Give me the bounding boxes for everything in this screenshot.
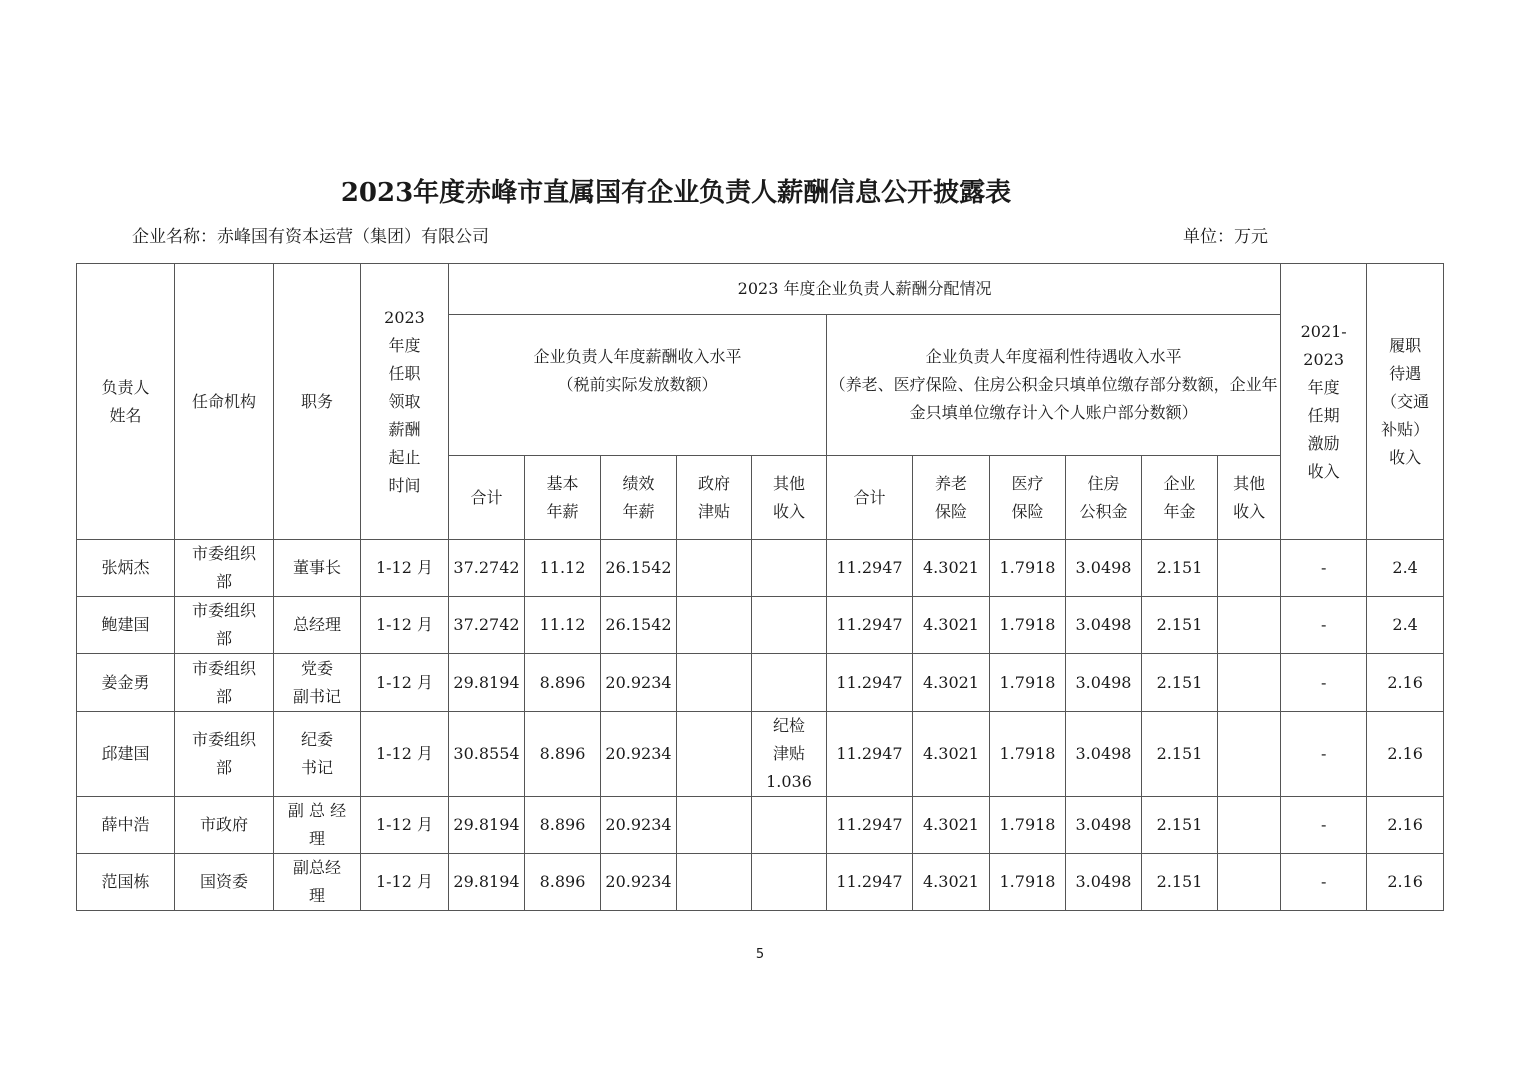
cell-welfare-other — [1218, 712, 1281, 797]
cell-base-salary: 8.896 — [525, 797, 601, 854]
cell-salary-total: 29.8194 — [449, 854, 525, 911]
cell-salary-total: 30.8554 — [449, 712, 525, 797]
cell-welfare-other — [1218, 854, 1281, 911]
cell-welfare-total: 11.2947 — [827, 797, 913, 854]
cell-base-salary: 11.12 — [525, 540, 601, 597]
table-row — [77, 540, 1444, 597]
cell-annuity: 2.151 — [1142, 854, 1218, 911]
header-org: 任命机构 — [175, 264, 274, 540]
cell-period: 1-12 月 — [361, 854, 449, 911]
cell-org: 市委组织 部 — [175, 712, 274, 797]
cell-other-income: 纪检 津贴 1.036 — [752, 712, 827, 797]
cell-welfare-total: 11.2947 — [827, 654, 913, 712]
document-title: 2023年度赤峰市直属国有企业负责人薪酬信息公开披露表 — [340, 178, 1012, 208]
cell-incentive: - — [1281, 712, 1367, 797]
cell-performance-salary: 20.9234 — [601, 654, 677, 712]
cell-name: 姜金勇 — [77, 654, 175, 712]
cell-housing-fund: 3.0498 — [1066, 797, 1142, 854]
company-name: 企业名称：赤峰国有资本运营（集团）有限公司 — [132, 227, 489, 247]
cell-annuity: 2.151 — [1142, 540, 1218, 597]
cell-incentive: - — [1281, 540, 1367, 597]
cell-welfare-other — [1218, 597, 1281, 654]
cell-medical: 1.7918 — [990, 854, 1066, 911]
header-base-salary: 基本 年薪 — [525, 456, 601, 540]
cell-gov-allowance — [677, 712, 752, 797]
cell-pension: 4.3021 — [913, 654, 990, 712]
cell-housing-fund: 3.0498 — [1066, 854, 1142, 911]
cell-pension: 4.3021 — [913, 854, 990, 911]
cell-base-salary: 11.12 — [525, 597, 601, 654]
cell-name: 邱建国 — [77, 712, 175, 797]
header-distribution: 2023 年度企业负责人薪酬分配情况 — [449, 264, 1281, 315]
cell-allowance: 2.16 — [1367, 854, 1444, 911]
unit-label: 单位：万元 — [1183, 227, 1268, 247]
cell-period: 1-12 月 — [361, 654, 449, 712]
table-row — [77, 854, 1444, 911]
cell-allowance: 2.4 — [1367, 540, 1444, 597]
cell-other-income — [752, 854, 827, 911]
cell-org: 市委组织 部 — [175, 597, 274, 654]
cell-welfare-other — [1218, 540, 1281, 597]
cell-pension: 4.3021 — [913, 597, 990, 654]
cell-name: 鲍建国 — [77, 597, 175, 654]
header-other-income: 其他 收入 — [752, 456, 827, 540]
cell-other-income — [752, 654, 827, 712]
cell-salary-total: 37.2742 — [449, 540, 525, 597]
cell-allowance: 2.16 — [1367, 797, 1444, 854]
header-welfare-total: 合计 — [827, 456, 913, 540]
cell-annuity: 2.151 — [1142, 597, 1218, 654]
cell-base-salary: 8.896 — [525, 654, 601, 712]
cell-salary-total: 37.2742 — [449, 597, 525, 654]
header-welfare-other: 其他 收入 — [1218, 456, 1281, 540]
cell-performance-salary: 26.1542 — [601, 540, 677, 597]
salary-disclosure-table — [76, 263, 1444, 911]
cell-incentive: - — [1281, 797, 1367, 854]
cell-performance-salary: 26.1542 — [601, 597, 677, 654]
cell-allowance: 2.4 — [1367, 597, 1444, 654]
cell-housing-fund: 3.0498 — [1066, 540, 1142, 597]
cell-base-salary: 8.896 — [525, 712, 601, 797]
cell-housing-fund: 3.0498 — [1066, 712, 1142, 797]
cell-allowance: 2.16 — [1367, 654, 1444, 712]
cell-welfare-total: 11.2947 — [827, 712, 913, 797]
cell-medical: 1.7918 — [990, 597, 1066, 654]
cell-annuity: 2.151 — [1142, 797, 1218, 854]
cell-allowance: 2.16 — [1367, 712, 1444, 797]
cell-position: 党委 副书记 — [274, 654, 361, 712]
header-salary-group: 企业负责人年度薪酬收入水平 （税前实际发放数额） — [449, 315, 827, 456]
cell-org: 市委组织 部 — [175, 540, 274, 597]
cell-base-salary: 8.896 — [525, 854, 601, 911]
page-number: 5 — [755, 947, 765, 962]
header-incentive: 2021-2023 年度 任期 激励 收入 — [1281, 264, 1367, 540]
cell-performance-salary: 20.9234 — [601, 797, 677, 854]
cell-name: 范国栋 — [77, 854, 175, 911]
header-position: 职务 — [274, 264, 361, 540]
header-gov-allowance: 政府 津贴 — [677, 456, 752, 540]
cell-gov-allowance — [677, 854, 752, 911]
cell-org: 市政府 — [175, 797, 274, 854]
header-allowance: 履职 待遇 （交通 补贴） 收入 — [1367, 264, 1444, 540]
header-medical: 医疗 保险 — [990, 456, 1066, 540]
cell-gov-allowance — [677, 597, 752, 654]
cell-welfare-other — [1218, 654, 1281, 712]
cell-gov-allowance — [677, 540, 752, 597]
cell-name: 张炳杰 — [77, 540, 175, 597]
cell-position: 副总经 理 — [274, 854, 361, 911]
cell-name: 薛中浩 — [77, 797, 175, 854]
cell-period: 1-12 月 — [361, 797, 449, 854]
cell-medical: 1.7918 — [990, 540, 1066, 597]
cell-housing-fund: 3.0498 — [1066, 597, 1142, 654]
cell-welfare-total: 11.2947 — [827, 854, 913, 911]
table-row — [77, 597, 1444, 654]
table-row — [77, 712, 1444, 797]
header-welfare-group: 企业负责人年度福利性待遇收入水平 （养老、医疗保险、住房公积金只填单位缴存部分数额，企业年金只填单位缴存计入个人账户部分数额） — [827, 315, 1281, 456]
cell-period: 1-12 月 — [361, 597, 449, 654]
header-housing-fund: 住房 公积金 — [1066, 456, 1142, 540]
cell-welfare-total: 11.2947 — [827, 597, 913, 654]
cell-incentive: - — [1281, 854, 1367, 911]
header-pension: 养老 保险 — [913, 456, 990, 540]
header-name: 负责人 姓名 — [77, 264, 175, 540]
cell-pension: 4.3021 — [913, 797, 990, 854]
table-header — [77, 264, 1444, 540]
table-row — [77, 797, 1444, 854]
cell-medical: 1.7918 — [990, 712, 1066, 797]
header-annuity: 企业 年金 — [1142, 456, 1218, 540]
cell-position: 纪委 书记 — [274, 712, 361, 797]
cell-incentive: - — [1281, 597, 1367, 654]
cell-position: 副 总 经 理 — [274, 797, 361, 854]
cell-org: 市委组织 部 — [175, 654, 274, 712]
cell-annuity: 2.151 — [1142, 712, 1218, 797]
table-body — [77, 540, 1444, 911]
cell-period: 1-12 月 — [361, 712, 449, 797]
cell-incentive: - — [1281, 654, 1367, 712]
cell-housing-fund: 3.0498 — [1066, 654, 1142, 712]
cell-period: 1-12 月 — [361, 540, 449, 597]
cell-annuity: 2.151 — [1142, 654, 1218, 712]
table-row — [77, 654, 1444, 712]
cell-salary-total: 29.8194 — [449, 797, 525, 854]
cell-performance-salary: 20.9234 — [601, 712, 677, 797]
cell-other-income — [752, 540, 827, 597]
cell-pension: 4.3021 — [913, 712, 990, 797]
cell-gov-allowance — [677, 654, 752, 712]
cell-pension: 4.3021 — [913, 540, 990, 597]
header-period: 2023 年度 任职 领取 薪酬 起止 时间 — [361, 264, 449, 540]
cell-performance-salary: 20.9234 — [601, 854, 677, 911]
cell-medical: 1.7918 — [990, 654, 1066, 712]
cell-medical: 1.7918 — [990, 797, 1066, 854]
header-performance-salary: 绩效 年薪 — [601, 456, 677, 540]
cell-other-income — [752, 797, 827, 854]
header-salary-total: 合计 — [449, 456, 525, 540]
cell-org: 国资委 — [175, 854, 274, 911]
cell-position: 总经理 — [274, 597, 361, 654]
cell-position: 董事长 — [274, 540, 361, 597]
cell-welfare-total: 11.2947 — [827, 540, 913, 597]
cell-other-income — [752, 597, 827, 654]
cell-gov-allowance — [677, 797, 752, 854]
cell-welfare-other — [1218, 797, 1281, 854]
cell-salary-total: 29.8194 — [449, 654, 525, 712]
